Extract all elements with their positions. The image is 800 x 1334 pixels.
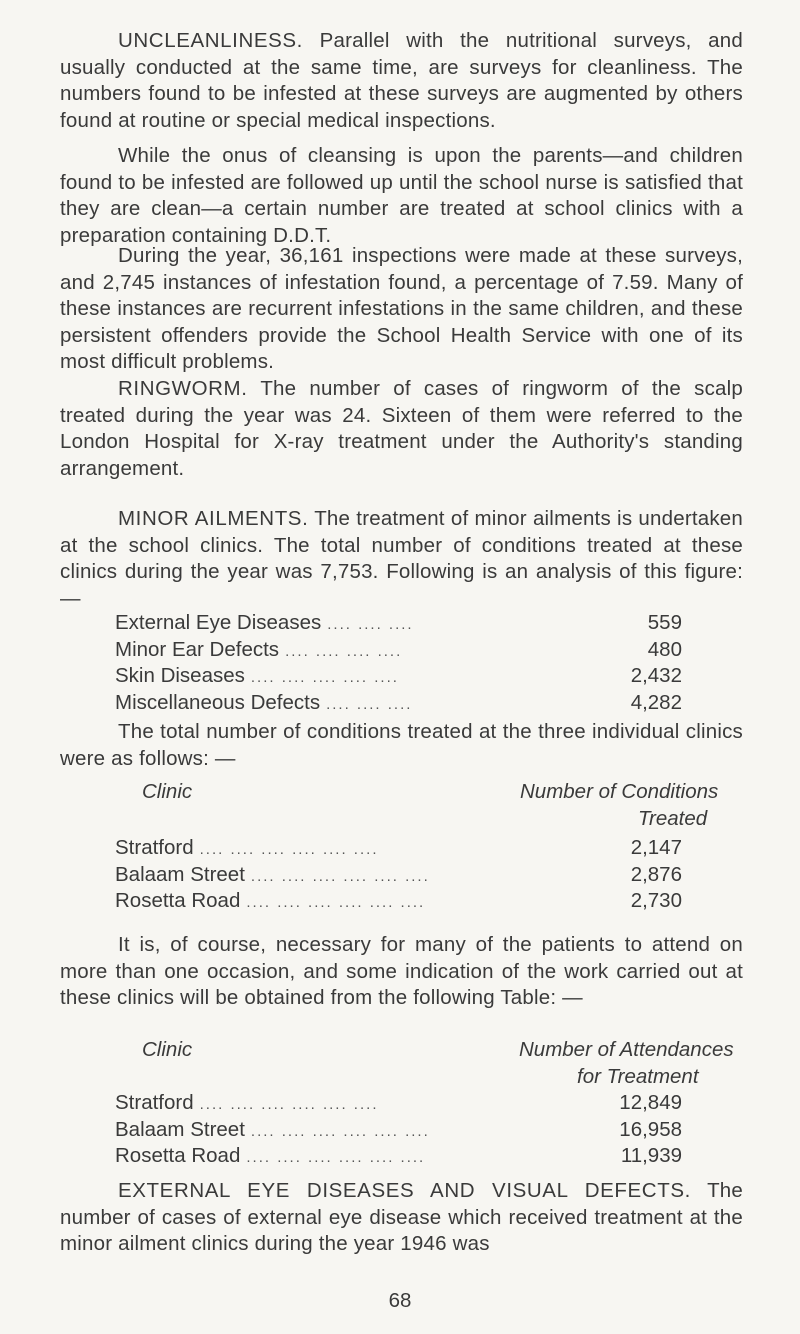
table-row: Balaam Street .... .... .... .... .... .... 2,876: [115, 862, 682, 889]
table1-clinic-header: Clinic: [142, 780, 193, 803]
table1-rows: [115, 835, 682, 915]
table2-clinic-header: Clinic: [142, 1038, 193, 1061]
uncleanliness-text-2: While the onus of cleansing is upon the parents—and children found to be infested are followed up until the school nurse is satisfied that they are clean—a certain number are treated at school clinics with a preparation containing D.D.T.: [60, 144, 743, 247]
table-row: Rosetta Road .... .... .... .... .... .... 11,939: [115, 1143, 682, 1170]
minor-ailments-text-3: It is, of course, necessary for many of the patients to attend on more than one occasion, and some indication of the work carried out at these clinics will be obtained from the following Table: —: [60, 933, 743, 1010]
ringworm-heading: RINGWORM.: [118, 377, 248, 400]
table-row: Stratford .... .... .... .... .... .... 2,147: [115, 835, 682, 862]
ringworm-paragraph: [60, 376, 743, 482]
ringworm-text: The number of cases of ringworm of the scalp treated during the year was 24. Sixteen of them were referred to the London Hospital for X-ray treatment under the Authority's standing arrangement.: [60, 377, 743, 480]
ailment-analysis-list: [115, 610, 682, 716]
dot-leader: .... .... .... .... .... ....: [246, 1149, 426, 1167]
uncleanliness-paragraph: [60, 28, 743, 134]
dot-leader: .... .... .... .... .... ....: [250, 1122, 430, 1140]
dot-leader: .... .... .... .... .... ....: [246, 894, 426, 912]
external-eye-paragraph: [60, 1178, 743, 1258]
list-item: External Eye Diseases .... .... .... 559: [115, 610, 682, 637]
table-row: Balaam Street .... .... .... .... .... .... 16,958: [115, 1117, 682, 1144]
dot-leader: .... .... .... .... ....: [250, 669, 399, 687]
table-row: Rosetta Road .... .... .... .... .... .... 2,730: [115, 888, 682, 915]
dot-leader: .... .... ....: [327, 616, 414, 633]
table2-value-header: Number of Attendances for Treatment: [519, 1038, 734, 1088]
table1-value-header: Number of Conditions Treated: [520, 780, 719, 830]
uncleanliness-text-3: During the year, 36,161 inspections were made at these surveys, and 2,745 instances of infestation found, a percentage of 7.59. Many of these instances are recurrent infestations in the same children, and these persistent offenders provide the School Health Service with one of its most difficult problems.: [60, 244, 743, 374]
dot-leader: .... .... ....: [326, 695, 413, 713]
external-eye-text: The number of cases of external eye disease which received treatment at the minor ailment clinics during the year 1946 was: [60, 1179, 743, 1256]
minor-ailments-heading: MINOR AILMENTS.: [118, 507, 309, 530]
minor-ailments-paragraph: [60, 506, 743, 612]
list-item: Minor Ear Defects .... .... .... .... 480: [115, 637, 682, 664]
dot-leader: .... .... .... ....: [285, 642, 403, 660]
table2-rows: [115, 1090, 682, 1170]
list-item: Miscellaneous Defects .... .... .... 4,282: [115, 690, 682, 717]
minor-ailments-text-2: The total number of conditions treated at the three individual clinics were as follows: —: [60, 720, 743, 770]
dot-leader: .... .... .... .... .... ....: [250, 867, 430, 885]
uncleanliness-heading: UNCLEANLINESS.: [118, 29, 303, 52]
uncleanliness-text-1: Parallel with the nutritional surveys, and usually conducted at the same time, are surveys for cleanliness. The numbers found to be infested at these surveys are augmented by others found at routine or special medical inspections.: [60, 29, 743, 132]
dot-leader: .... .... .... .... .... ....: [199, 841, 379, 858]
external-eye-heading: EXTERNAL EYE DISEASES AND VISUAL DEFECTS.: [118, 1179, 691, 1202]
minor-ailments-text-1: The treatment of minor ailments is undertaken at the school clinics. The total number of conditions treated at these clinics during the year was 7,753. Following is an analysis of this figure: —: [60, 507, 744, 610]
dot-leader: .... .... .... .... .... ....: [199, 1096, 379, 1113]
list-item: Skin Diseases .... .... .... .... .... 2,432: [115, 663, 682, 690]
page-number: 68: [388, 1289, 412, 1312]
table-row: Stratford .... .... .... .... .... .... 12,849: [115, 1090, 682, 1117]
